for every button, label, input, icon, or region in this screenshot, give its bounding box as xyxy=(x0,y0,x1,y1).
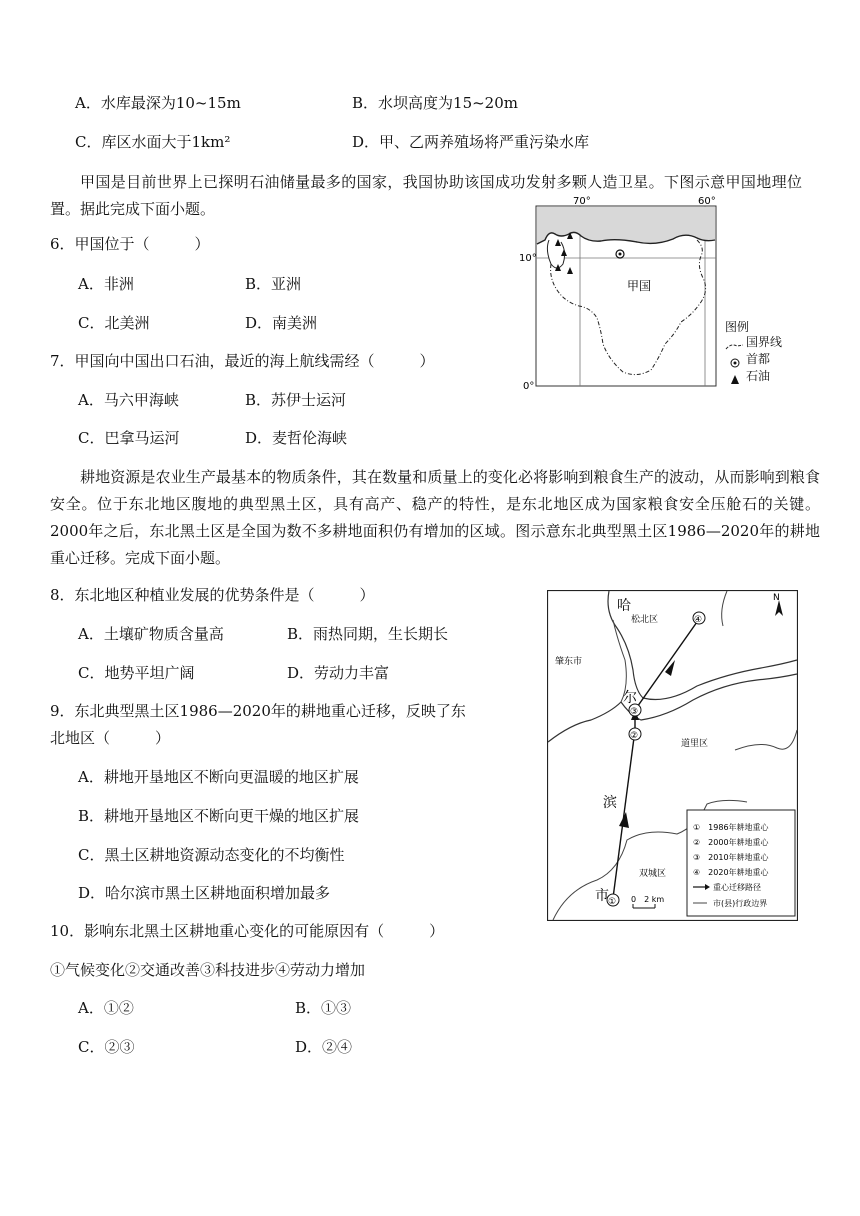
q9-option-a[interactable]: A．耕地开垦地区不断向更温暖的地区扩展 xyxy=(78,768,359,786)
q6-option-b[interactable]: B．亚洲 xyxy=(245,275,302,293)
q10-option-b[interactable]: B．①③ xyxy=(295,999,352,1017)
passage-venezuela: 甲国是目前世界上已探明石油储量最多的国家，我国协助该国成功发射多颗人造卫星。下图示意甲国地理位置。据此完成下面小题。 xyxy=(50,173,802,218)
harbin-centroid-map xyxy=(547,590,798,921)
q9-stem-line2: 北地区（ ） xyxy=(50,729,171,747)
passage-black-soil: 耕地资源是农业生产最基本的物质条件，其在数量和质量上的变化必将影响到粮食生产的波动，从而影响到粮食安全。位于东北地区腹地的典型黑土区，具有高产、稳产的特性，是东北地区成为国家粮食安全压舱石的关键。2000年之后，东北黑土区是全国为数不多耕地面积仍有增加的区域。图示意东北典型黑土区1986—2020年的耕地重心迁移。完成下面小题。 xyxy=(50,468,820,567)
scale-label: 0 2 km xyxy=(631,895,665,904)
lat-10-label: 10° xyxy=(519,253,537,264)
point-label-3: ③ xyxy=(630,707,639,717)
legend-boundary: 市(县)行政边界 xyxy=(713,899,768,908)
q7-option-c[interactable]: C．巴拿马运河 xyxy=(78,429,180,447)
border-legend-icon xyxy=(725,337,745,347)
q7-option-d[interactable]: D．麦哲伦海峡 xyxy=(245,429,348,447)
q6-stem: 6．甲国位于（ ） xyxy=(50,235,210,253)
q7-option-a[interactable]: A．马六甲海峡 xyxy=(78,391,179,409)
map1-legend-oil: 石油 xyxy=(746,369,771,383)
q10-factors: ①气候变化②交通改善③科技进步④劳动力增加 xyxy=(50,961,366,979)
legend-1986: ① 1986年耕地重心 xyxy=(693,823,769,832)
q7-option-b[interactable]: B．苏伊士运河 xyxy=(245,391,347,409)
district-zhaodong: 肇东市 xyxy=(555,657,583,667)
q8-option-a[interactable]: A．土壤矿物质含量高 xyxy=(78,625,224,643)
q10-option-a[interactable]: A．①② xyxy=(78,999,134,1017)
city-char-bin: 滨 xyxy=(603,795,617,811)
q8-stem: 8．东北地区种植业发展的优势条件是（ ） xyxy=(50,586,375,604)
q6-option-a[interactable]: A．非洲 xyxy=(78,275,134,293)
venezuela-map xyxy=(505,194,735,394)
q9-stem-line1: 9．东北典型黑土区1986—2020年的耕地重心迁移，反映了东 xyxy=(50,702,466,720)
q8-option-d[interactable]: D．劳动力丰富 xyxy=(287,664,390,682)
capital-legend-icon xyxy=(730,354,740,364)
city-char-shi: 市 xyxy=(595,888,609,904)
district-shuangcheng: 双城区 xyxy=(639,869,667,879)
oil-legend-icon xyxy=(730,370,740,380)
q10-stem: 10．影响东北黑土区耕地重心变化的可能原因有（ ） xyxy=(50,922,445,940)
map1-legend-title: 图例 xyxy=(725,320,750,334)
q10-option-d[interactable]: D．②④ xyxy=(295,1038,353,1056)
q5-option-a[interactable]: A．水库最深为10~15m xyxy=(75,94,241,112)
q7-stem: 7．甲国向中国出口石油，最近的海上航线需经（ ） xyxy=(50,352,435,370)
district-daoli: 道里区 xyxy=(681,739,709,749)
q5-option-d[interactable]: D．甲、乙两养殖场将严重污染水库 xyxy=(352,133,590,151)
q8-option-c[interactable]: C．地势平坦广阔 xyxy=(78,664,195,682)
capital-dot xyxy=(619,253,622,256)
q6-option-c[interactable]: C．北美洲 xyxy=(78,314,150,332)
country-label: 甲国 xyxy=(627,279,652,293)
q8-option-b[interactable]: B．雨热同期，生长期长 xyxy=(287,625,449,643)
map1-legend-capital: 首都 xyxy=(746,352,771,366)
north-label: N xyxy=(773,593,780,603)
lat-0-label: 0° xyxy=(523,381,535,392)
q9-option-b[interactable]: B．耕地开垦地区不断向更干燥的地区扩展 xyxy=(78,807,360,825)
q10-option-c[interactable]: C．②③ xyxy=(78,1038,135,1056)
point-label-4: ④ xyxy=(694,615,703,625)
q9-option-d[interactable]: D．哈尔滨市黑土区耕地面积增加最多 xyxy=(78,884,331,902)
q5-option-b[interactable]: B．水坝高度为15~20m xyxy=(352,94,518,112)
lon-60-label: 60° xyxy=(698,196,716,207)
city-char-er: 尔 xyxy=(623,690,637,706)
city-char-ha: 哈 xyxy=(617,598,631,614)
q6-option-d[interactable]: D．南美洲 xyxy=(245,314,318,332)
legend-2020: ④ 2020年耕地重心 xyxy=(693,868,769,877)
q5-option-c[interactable]: C．库区水面大于1km² xyxy=(75,133,231,151)
point-label-1: ① xyxy=(608,897,617,907)
lon-70-label: 70° xyxy=(573,196,591,207)
map1-legend-border: 国界线 xyxy=(746,335,783,349)
legend-path: 重心迁移路径 xyxy=(713,883,761,892)
q9-option-c[interactable]: C．黑土区耕地资源动态变化的不均衡性 xyxy=(78,846,345,864)
legend-2000: ② 2000年耕地重心 xyxy=(693,838,769,847)
point-label-2: ② xyxy=(630,731,639,741)
legend-2010: ③ 2010年耕地重心 xyxy=(693,853,769,862)
district-songbei: 松北区 xyxy=(631,615,659,625)
